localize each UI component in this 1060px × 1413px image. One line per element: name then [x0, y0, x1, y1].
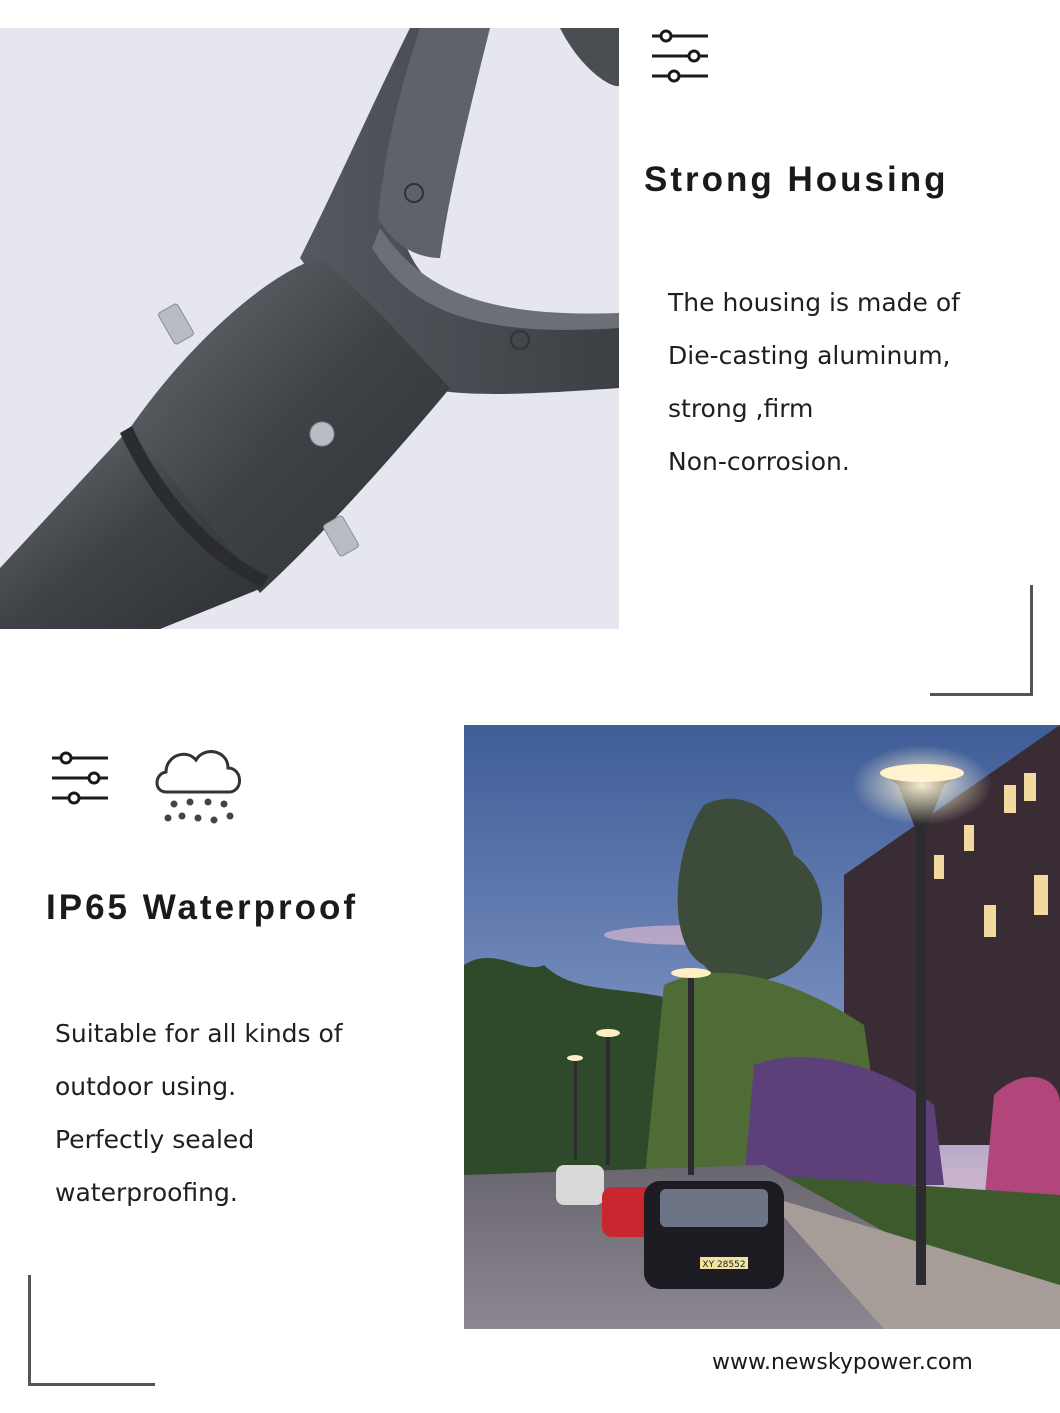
waterproof-line-4: waterproofing.	[55, 1178, 238, 1207]
waterproof-title: IP65 Waterproof	[46, 888, 359, 927]
housing-line-4: Non-corrosion.	[668, 447, 850, 476]
housing-product-photo	[0, 28, 619, 629]
waterproof-line-2: outdoor using.	[55, 1072, 237, 1101]
license-plate: XY 28552	[702, 1260, 746, 1270]
street-light-photo	[464, 725, 1060, 1329]
housing-description	[668, 276, 960, 488]
snow-cloud-icon	[152, 742, 244, 834]
waterproof-line-1: Suitable for all kinds of	[55, 1019, 343, 1048]
housing-title: Strong Housing	[644, 160, 949, 199]
decorative-corner-bracket	[930, 585, 1033, 696]
housing-line-2: Die-casting aluminum,	[668, 341, 951, 370]
housing-line-3: strong ,firm	[668, 394, 814, 423]
waterproof-description	[55, 1007, 343, 1219]
sliders-icon	[652, 28, 708, 84]
sliders-icon	[52, 750, 108, 806]
decorative-corner-bracket	[28, 1275, 155, 1386]
website-url: www.newskypower.com	[712, 1350, 973, 1375]
waterproof-line-3: Perfectly sealed	[55, 1125, 255, 1154]
housing-line-1: The housing is made of	[668, 288, 960, 317]
